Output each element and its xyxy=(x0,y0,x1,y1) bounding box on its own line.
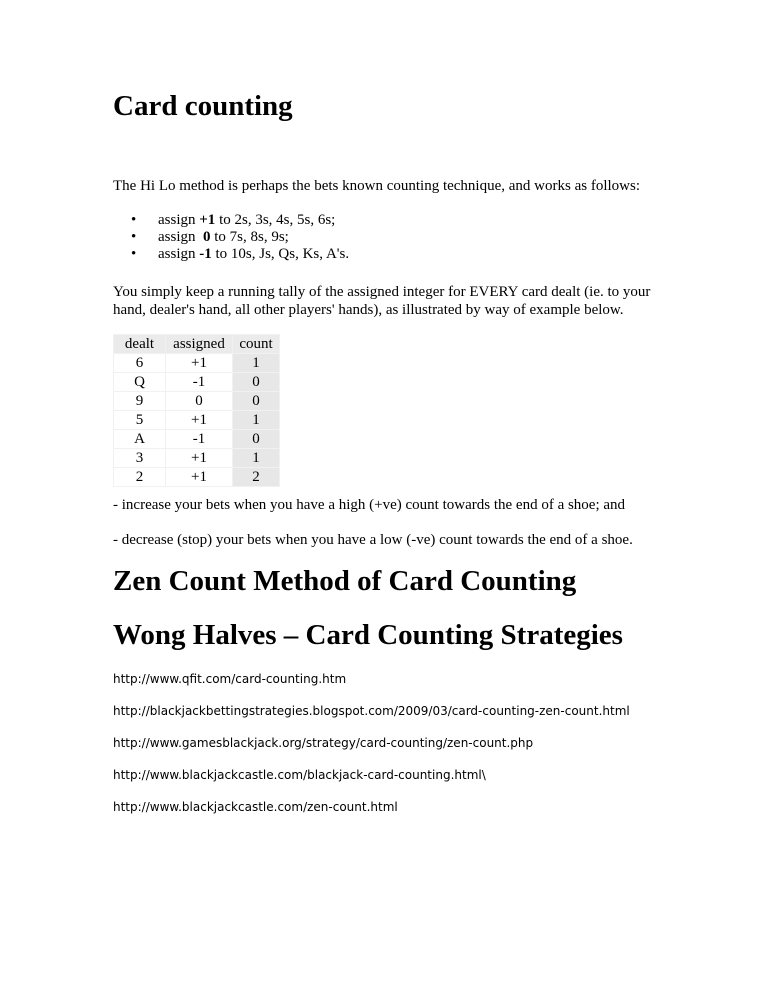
rule-item: • assign 0 to 7s, 8s, 9s; xyxy=(113,229,349,246)
zen-count-heading: Zen Count Method of Card Counting xyxy=(113,565,577,597)
hi-lo-rules-list xyxy=(113,212,349,263)
reference-link[interactable]: http://blackjackbettingstrategies.blogspot.com/2009/03/card-counting-zen-count.html xyxy=(113,704,630,718)
table-row: 6 +1 1 xyxy=(114,354,280,373)
column-header-count: count xyxy=(233,335,280,354)
reference-link[interactable]: http://www.blackjackcastle.com/zen-count.html xyxy=(113,800,398,814)
table-row: 5 +1 1 xyxy=(114,411,280,430)
page-title: Card counting xyxy=(113,90,293,122)
rule-item: • assign -1 to 10s, Js, Qs, Ks, A's. xyxy=(113,246,349,263)
table-row: 3 +1 1 xyxy=(114,449,280,468)
intro-paragraph: The Hi Lo method is perhaps the bets known counting technique, and works as follows: xyxy=(113,178,640,194)
wong-halves-heading: Wong Halves – Card Counting Strategies xyxy=(113,619,623,651)
reference-link[interactable]: http://www.qfit.com/card-counting.htm xyxy=(113,672,347,686)
tally-paragraph: You simply keep a running tally of the assigned integer for EVERY card dealt (ie. to your hand, dealer's hand, all other players' hands), as illustrated by way of example below. xyxy=(113,284,651,318)
reference-links xyxy=(113,671,630,831)
increase-bets-paragraph: - increase your bets when you have a high (+ve) count towards the end of a shoe; and xyxy=(113,497,626,513)
rule-item: • assign +1 to 2s, 3s, 4s, 5s, 6s; xyxy=(113,212,349,229)
reference-link[interactable]: http://www.gamesblackjack.org/strategy/card-counting/zen-count.php xyxy=(113,736,534,750)
table-row: Q -1 0 xyxy=(114,373,280,392)
table-row: A -1 0 xyxy=(114,430,280,449)
table-row: 2 +1 2 xyxy=(114,468,280,487)
column-header-dealt: dealt xyxy=(114,335,166,354)
count-example-table xyxy=(113,334,280,487)
table-row: 9 0 0 xyxy=(114,392,280,411)
reference-link[interactable]: http://www.blackjackcastle.com/blackjack-card-counting.html\ xyxy=(113,768,486,782)
decrease-bets-paragraph: - decrease (stop) your bets when you have a low (-ve) count towards the end of a shoe. xyxy=(113,532,633,548)
column-header-assigned: assigned xyxy=(166,335,233,354)
table-header-row xyxy=(114,335,280,354)
